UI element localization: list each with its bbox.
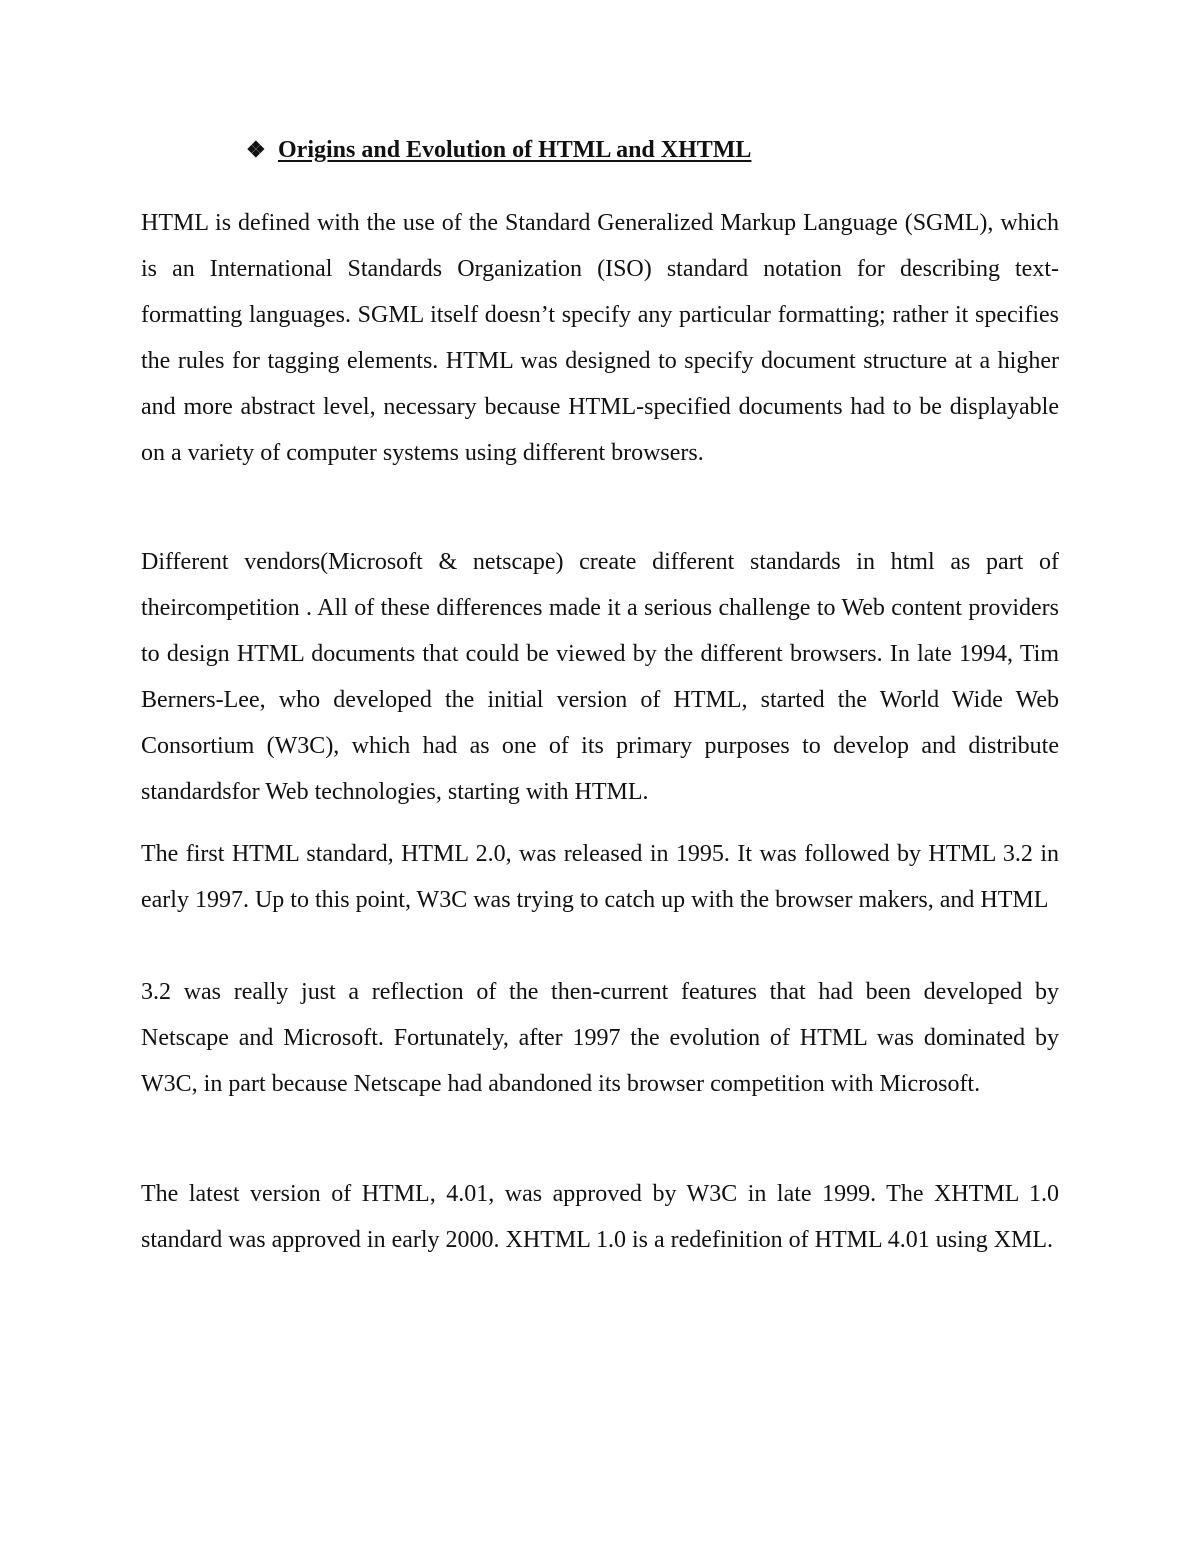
paragraph-sgml: HTML is defined with the use of the Standard Generalized Markup Language (SGML), which is an International Standards Organization (ISO) standard notation for describing text-formatting languages. SGML itself doesn’t specify any particular formatting; rather it specifies the rules for tagging elements. HTML was designed to specify document structure at a higher and more abstract level, necessary because HTML-specified documents had to be displayable on a variety of computer systems using different browsers. <box>141 210 1059 466</box>
heading-title: Origins and Evolution of HTML and XHTML <box>278 137 752 163</box>
diamond-bullet-icon: ❖ <box>246 137 266 162</box>
paragraph-first-standard: The first HTML standard, HTML 2.0, was released in 1995. It was followed by HTML 3.2 in early 1997. Up to this point, W3C was trying to catch up with the browser makers, and HTML <box>141 841 1059 913</box>
section-heading <box>246 133 751 167</box>
paragraph-vendors: Different vendors(Microsoft & netscape) create different standards in html as part of theircompetition . All of these differences made it a serious challenge to Web content providers to design HTML documents that could be viewed by the different browsers. In late 1994, Tim Berners-Lee, who developed the initial version of HTML, started the World Wide Web Consortium (W3C), which had as one of its primary purposes to develop and distribute standardsfor Web technologies, starting with HTML. <box>141 549 1059 805</box>
paragraph-html-3-2: 3.2 was really just a reflection of the then-current features that had been developed by Netscape and Microsoft. Fortunately, after 1997 the evolution of HTML was dominated by W3C, in part because Netscape had abandoned its browser competition with Microsoft. <box>141 979 1059 1097</box>
paragraph-latest-version: The latest version of HTML, 4.01, was approved by W3C in late 1999. The XHTML 1.0 standard was approved in early 2000. XHTML 1.0 is a redefinition of HTML 4.01 using XML. <box>141 1181 1059 1253</box>
